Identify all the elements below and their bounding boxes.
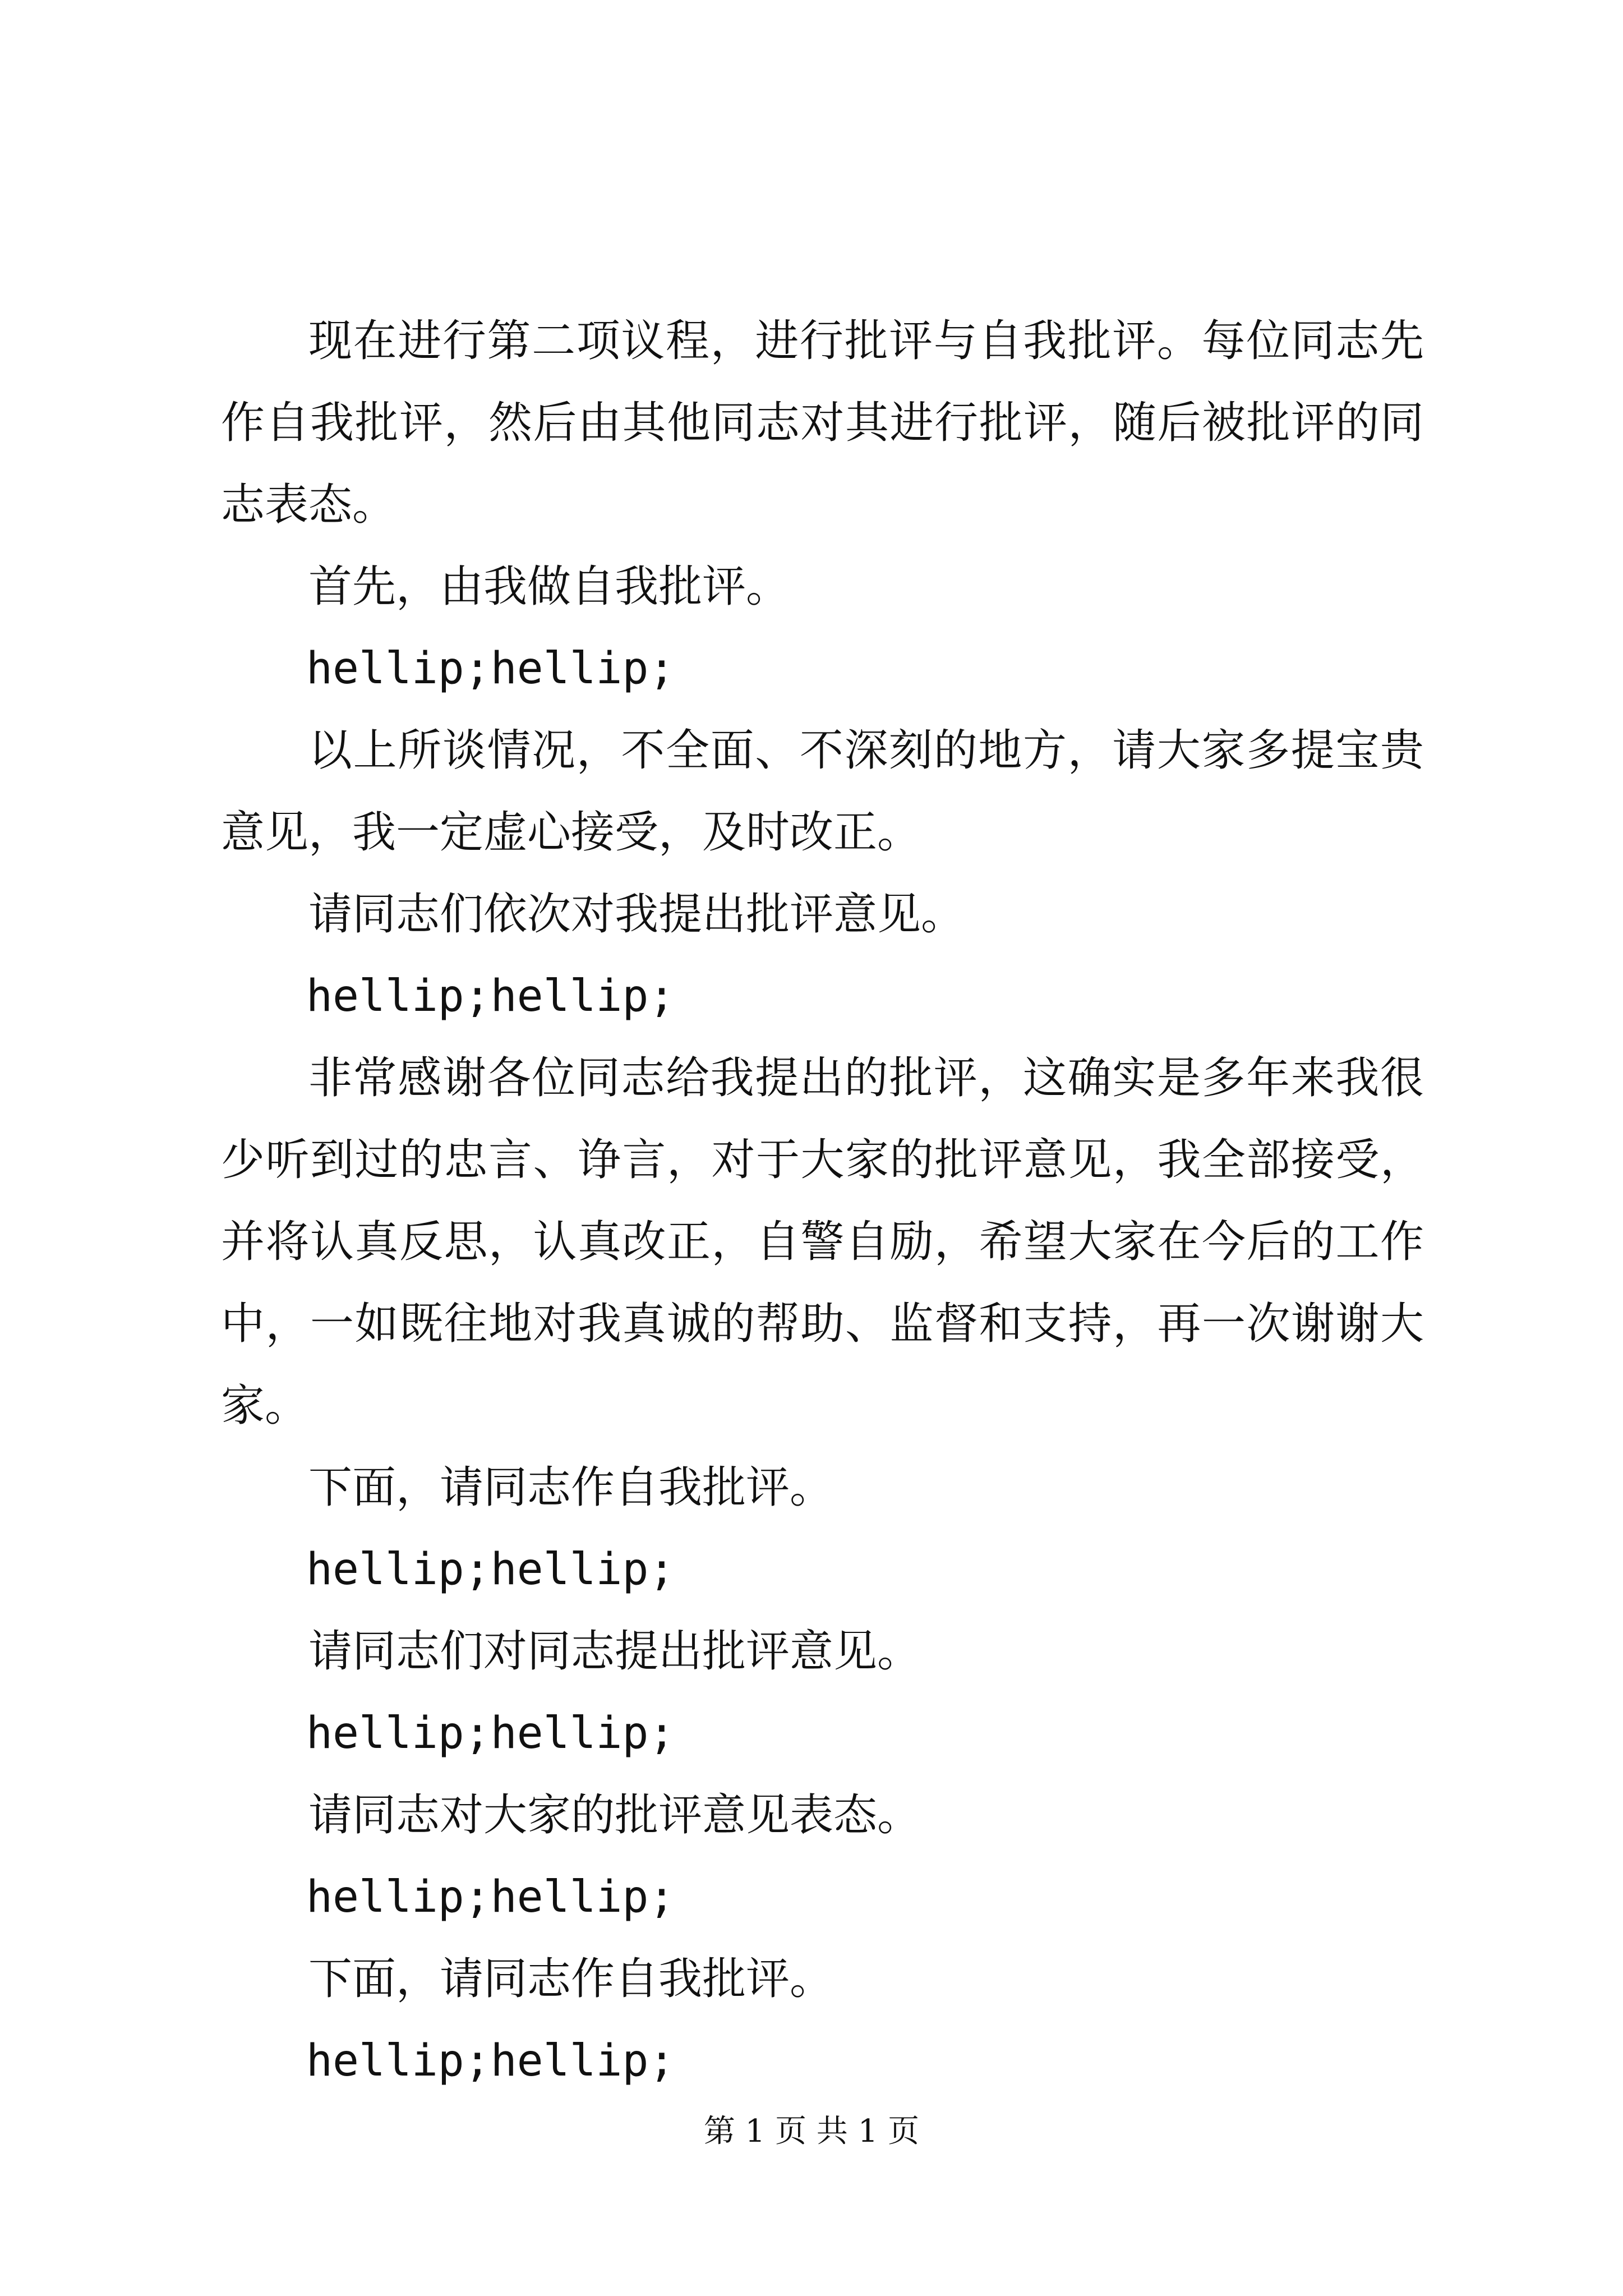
paragraph-request-opinions: 以上所谈情况，不全面、不深刻的地方，请大家多提宝贵意见，我一定虚心接受，及时改正。 — [221, 725, 1424, 858]
document-body — [221, 300, 1424, 2102]
paragraph-ellipsis: hellip;hellip; — [306, 643, 675, 694]
paragraph-thanks: 非常感谢各位同志给我提出的批评，这确实是多年来我很少听到过的忠言、诤言，对于大家的批评意见，我全部接受，并将认真反思，认真改正，自警自励，希望大家在今后的工作中，一如既往地对我真诚的帮助、监督和支持，再一次谢谢大家。 — [221, 1053, 1424, 1431]
paragraph-response: 请同志对大家的批评意见表态。 — [308, 1790, 921, 1841]
paragraph-self-criticism-start: 首先，由我做自我批评。 — [308, 562, 790, 612]
paragraph-ellipsis: hellip;hellip; — [306, 1708, 675, 1759]
paragraph-invite-criticism: 请同志们依次对我提出批评意见。 — [308, 889, 965, 940]
paragraph-comrades-criticism: 请同志们对同志提出批评意见。 — [308, 1626, 921, 1677]
paragraph-ellipsis: hellip;hellip; — [306, 1544, 675, 1595]
page-footer: 第 1 页 共 1 页 — [703, 2113, 920, 2150]
paragraph-ellipsis: hellip;hellip; — [306, 2036, 675, 2086]
paragraph-ellipsis: hellip;hellip; — [306, 1872, 675, 1922]
paragraph-ellipsis: hellip;hellip; — [306, 971, 675, 1022]
paragraph-next-self-criticism: 下面，请同志作自我批评。 — [308, 1462, 834, 1513]
paragraph-next-self-criticism: 下面，请同志作自我批评。 — [308, 1954, 834, 2004]
paragraph-agenda: 现在进行第二项议程，进行批评与自我批评。每位同志先作自我批评，然后由其他同志对其进行批评，随后被批评的同志表态。 — [221, 316, 1424, 530]
